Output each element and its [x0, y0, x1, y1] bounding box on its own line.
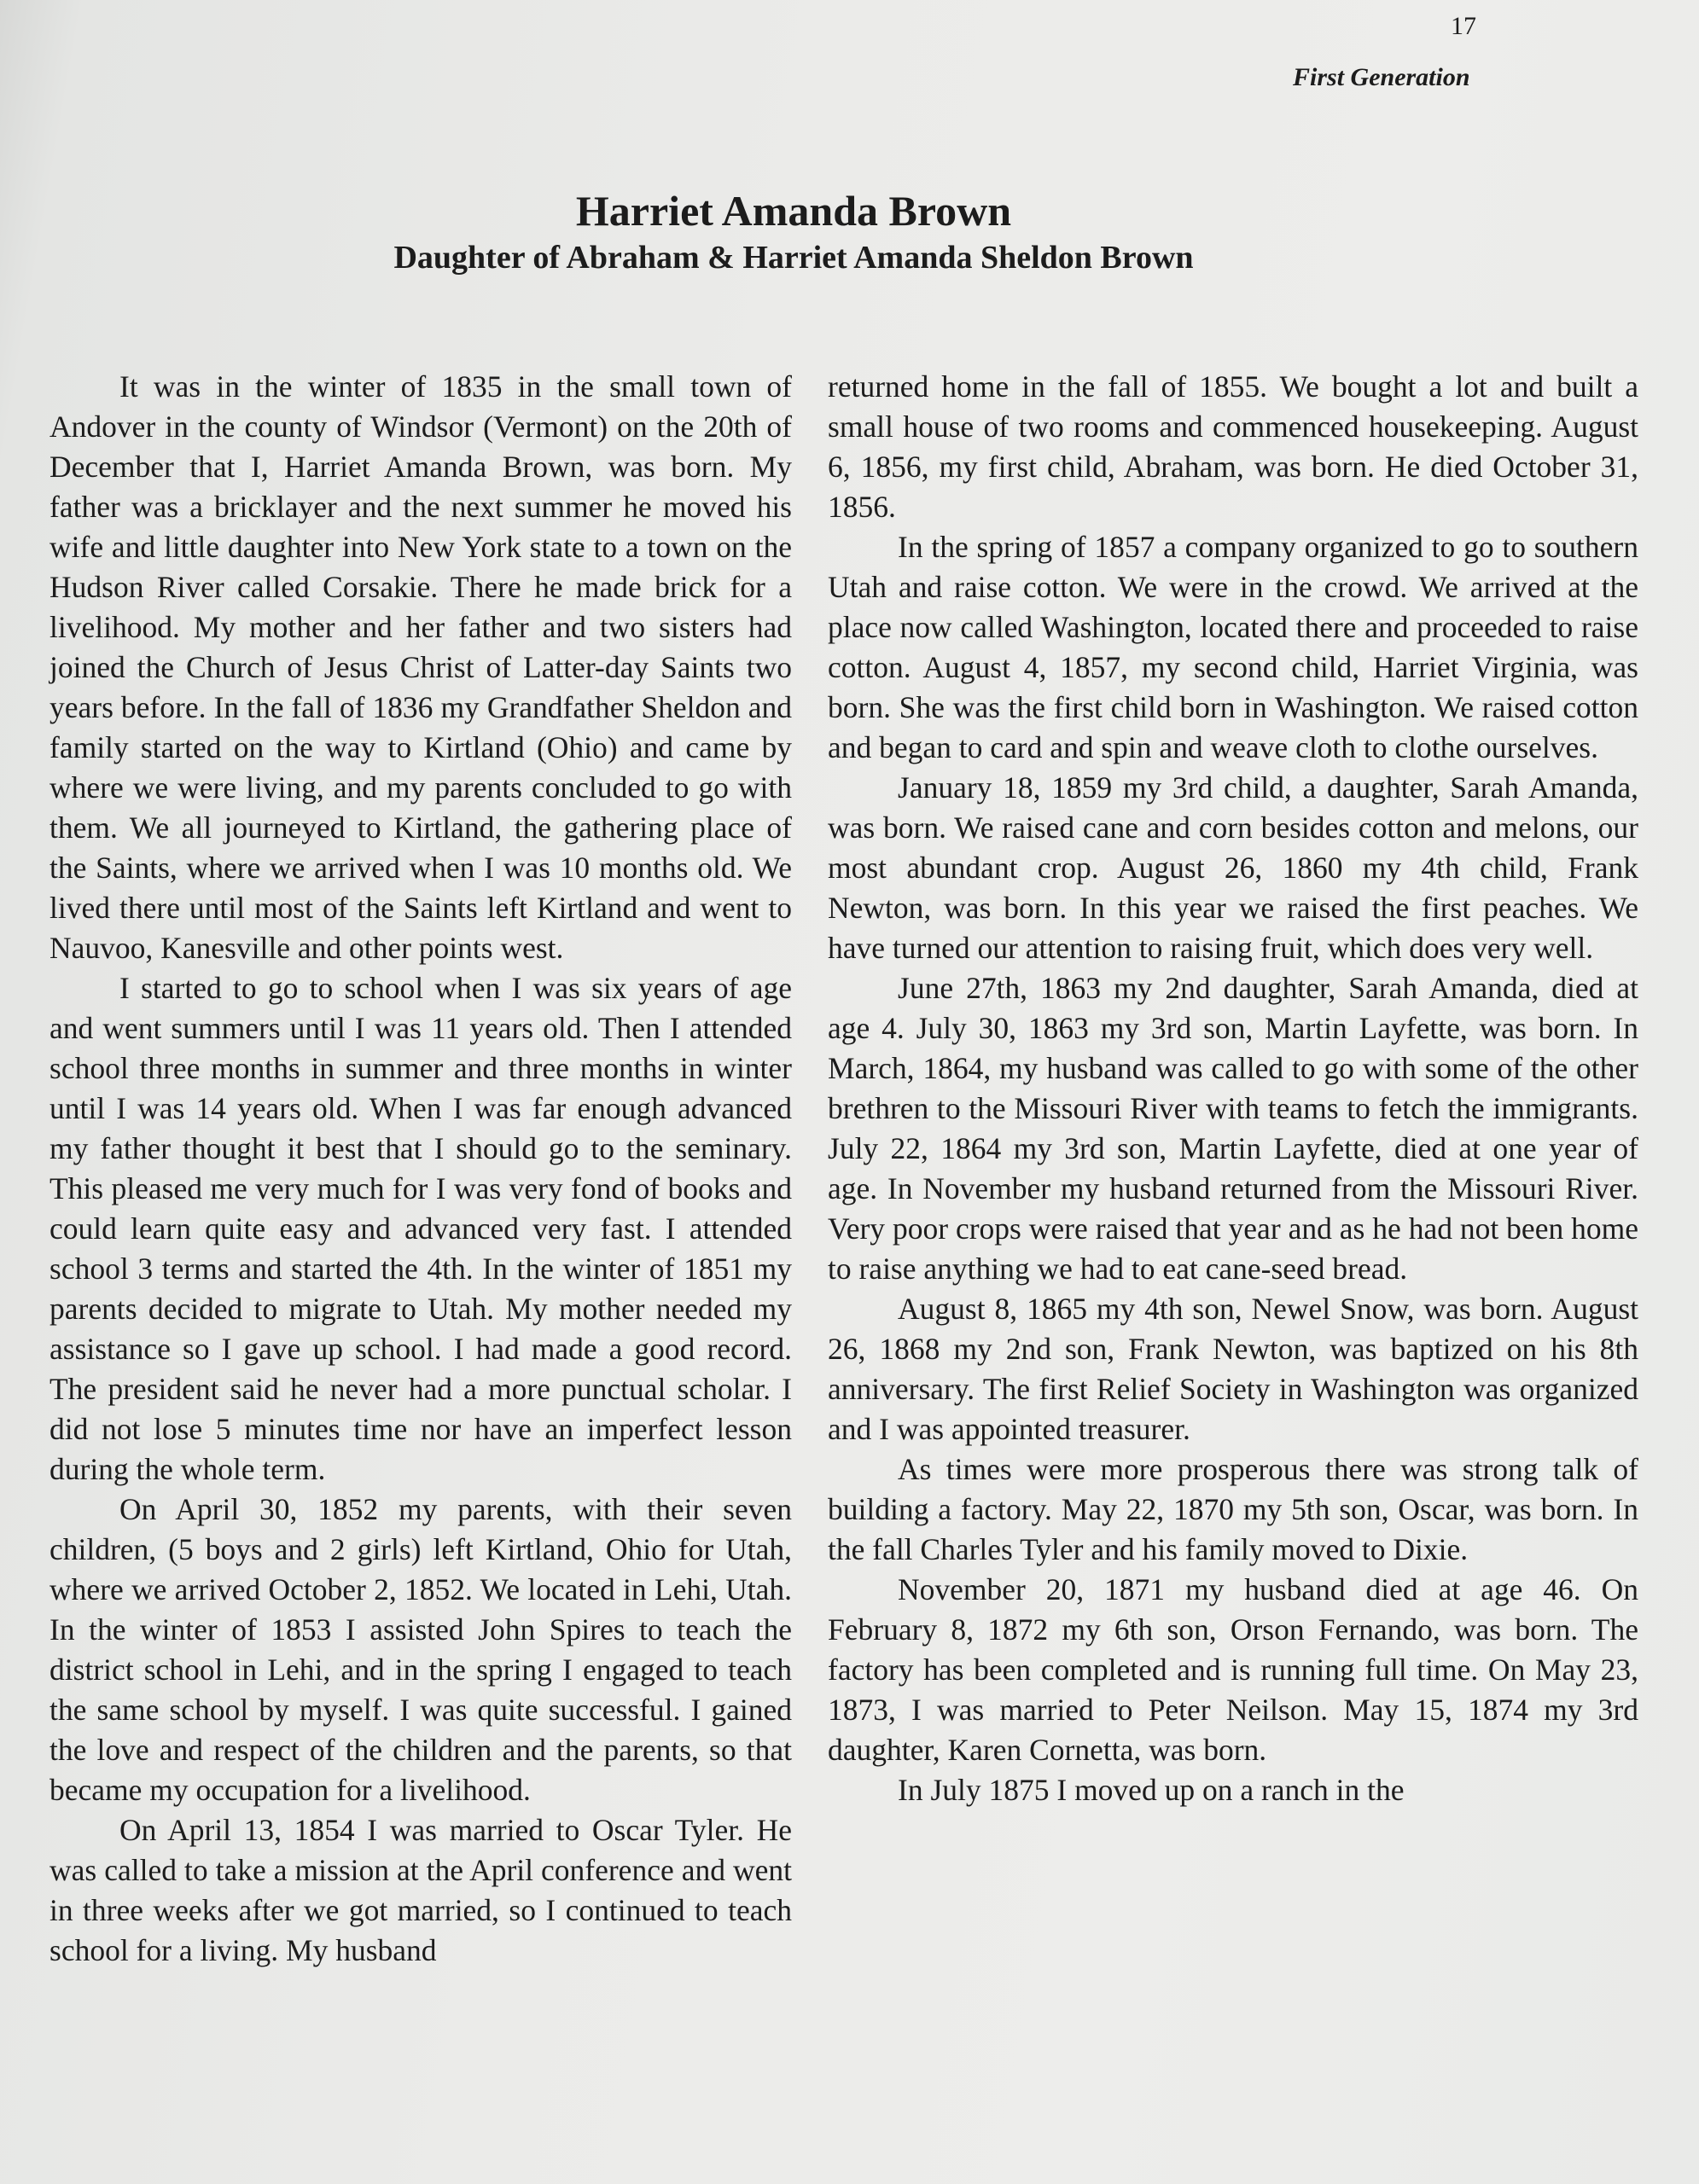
paragraph: January 18, 1859 my 3rd child, a daughter, Sarah Amanda, was born. We raised cane and corn besides cotton and melons, our most abundant crop. August 26, 1860 my 4th child, Frank Newton, was born. In this year we raised the first peaches. We have turned our attention to raising fruit, which does very well.	[828, 770, 1638, 965]
right-column	[828, 367, 1638, 1810]
paragraph: In the spring of 1857 a company organized to go to southern Utah and raise cotton. We were in the crowd. We arrived at the place now called Washington, located there and proceeded to raise cotton. August 4, 1857, my second child, Harriet Virginia, was born. She was the first child born in Washington. We raised cotton and began to card and spin and weave cloth to clothe ourselves.	[828, 530, 1638, 764]
left-column	[49, 367, 792, 1971]
paragraph: August 8, 1865 my 4th son, Newel Snow, was born. August 26, 1868 my 2nd son, Frank Newton, was baptized on his 8th anniversary. The first Relief Society in Washington was organized and I was appointed treasurer.	[828, 1292, 1638, 1446]
paragraph: June 27th, 1863 my 2nd daughter, Sarah Amanda, died at age 4. July 30, 1863 my 3rd son, Martin Layfette, was born. In March, 1864, my husband was called to go with some of the other brethren to the Missouri River with teams to fetch the immigrants. July 22, 1864 my 3rd son, Martin Layfette, died at one year of age. In November my husband returned from the Missouri River. Very poor crops were raised that year and as he had not been home to raise anything we had to eat cane-seed bread.	[828, 971, 1638, 1286]
paragraph: On April 13, 1854 I was married to Oscar Tyler. He was called to take a mission at the April conference and went in three weeks after we got married, so I continued to teach school for a living. My husband	[49, 1813, 792, 1967]
article-title: Harriet Amanda Brown	[575, 187, 1012, 235]
page-number: 17	[1451, 12, 1476, 40]
paragraph: November 20, 1871 my husband died at age 46. On February 8, 1872 my 6th son, Orson Fernando, was born. The factory has been completed and is running full time. On May 23, 1873, I was married to Peter Neilson. May 15, 1874 my 3rd daughter, Karen Cornetta, was born.	[828, 1572, 1638, 1767]
article-subtitle: Daughter of Abraham & Harriet Amanda Sheldon Brown	[393, 240, 1194, 276]
paragraph: It was in the winter of 1835 in the small town of Andover in the county of Windsor (Vermont) on the 20th of December that I, Harriet Amanda Brown, was born. My father was a bricklayer and the next summer he moved his wife and little daughter into New York state to a town on the Hudson River called Corsakie. There he made brick for a livelihood. My mother and her father and two sisters had joined the Church of Jesus Christ of Latter-day Saints two years before. In the fall of 1836 my Grandfather Sheldon and family started on the way to Kirtland (Ohio) and came by where we were living, and my parents concluded to go with them. We all journeyed to Kirtland, the gathering place of the Saints, where we arrived when I was 10 months old. We lived there until most of the Saints left Kirtland and went to Nauvoo, Kanesville and other points west.	[49, 369, 792, 965]
paragraph: I started to go to school when I was six years of age and went summers until I was 11 years old. Then I attended school three months in summer and three months in winter until I was 14 years old. When I was far enough advanced my father thought it best that I should go to the seminary. This pleased me very much for I was very fond of books and could learn quite easy and advanced very fast. I attended school 3 terms and started the 4th. In the winter of 1851 my parents decided to migrate to Utah. My mother needed my assistance so I gave up school. I had made a good record. The president said he never had a more punctual scholar. I did not lose 5 minutes time nor have an imperfect lesson during the whole term.	[49, 971, 792, 1486]
paragraph: On April 30, 1852 my parents, with their seven children, (5 boys and 2 girls) left Kirtland, Ohio for Utah, where we arrived October 2, 1852. We located in Lehi, Utah. In the winter of 1853 I assisted John Spires to teach the district school in Lehi, and in the spring I engaged to teach the same school by myself. I was quite successful. I gained the love and respect of the children and the parents, so that became my occupation for a livelihood.	[49, 1492, 792, 1807]
paragraph: As times were more prosperous there was strong talk of building a factory. May 22, 1870 my 5th son, Oscar, was born. In the fall Charles Tyler and his family moved to Dixie.	[828, 1452, 1638, 1566]
running-head: First Generation	[1293, 63, 1470, 91]
paragraph: In July 1875 I moved up on a ranch in the	[898, 1773, 1405, 1807]
paragraph-continuation: returned home in the fall of 1855. We bought a lot and built a small house of two rooms and commenced housekeeping. August 6, 1856, my first child, Abraham, was born. He died October 31, 1856.	[828, 369, 1638, 524]
